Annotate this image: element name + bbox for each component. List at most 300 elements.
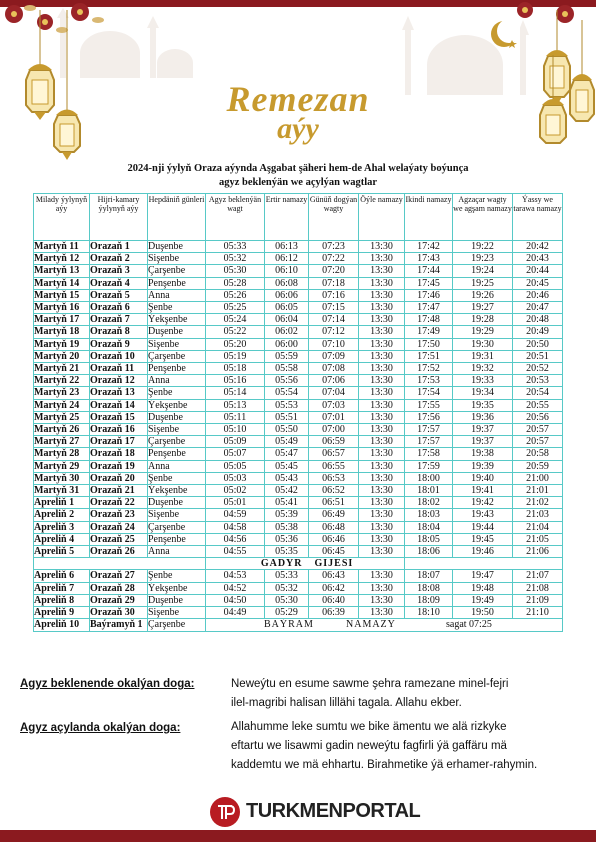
cell-fajr-start: 05:18 xyxy=(206,363,265,375)
cell-sunrise: 07:12 xyxy=(309,326,359,338)
cell-fajr-start: 04:49 xyxy=(206,607,265,619)
cell-day: Duşenbe xyxy=(148,241,206,253)
table-header-row xyxy=(34,194,563,241)
table-row xyxy=(34,411,563,423)
cell-date: Apreliň 10 xyxy=(34,619,90,631)
cell-yassy: 21:02 xyxy=(513,497,563,509)
cell-ertir: 05:49 xyxy=(265,436,309,448)
cell-date: Martyň 12 xyxy=(34,253,90,265)
table-row xyxy=(34,289,563,301)
cell-agsam: 19:38 xyxy=(453,448,513,460)
cell-fajr-start: 05:19 xyxy=(206,350,265,362)
cell-ikindi: 18:02 xyxy=(405,497,453,509)
cell-hijri: Orazaň 12 xyxy=(90,375,148,387)
cell-ikindi: 17:52 xyxy=(405,363,453,375)
table-row xyxy=(34,253,563,265)
cell-sunrise: 07:04 xyxy=(309,387,359,399)
cell-yassy: 20:45 xyxy=(513,277,563,289)
cell-fajr-start: 05:11 xyxy=(206,411,265,423)
cell-ertir: 05:47 xyxy=(265,448,309,460)
cell-sunrise: 06:55 xyxy=(309,460,359,472)
cell-yassy: 21:01 xyxy=(513,485,563,497)
cell-fajr-start: 05:05 xyxy=(206,460,265,472)
cell-date: Apreliň 1 xyxy=(34,497,90,509)
cell-oyle: 13:30 xyxy=(359,265,405,277)
table-row xyxy=(34,338,563,350)
col-header-ikindi: Ikindi namazy xyxy=(405,194,453,241)
bayram-label: BAÝRAM xyxy=(264,619,314,631)
cell-agsam: 19:22 xyxy=(453,241,513,253)
cell-day: Sişenbe xyxy=(148,509,206,521)
page-title-month: aýy xyxy=(277,112,319,145)
cell-yassy: 20:48 xyxy=(513,314,563,326)
cell-hijri: Orazaň 27 xyxy=(90,570,148,582)
cell-yassy: 21:08 xyxy=(513,582,563,594)
cell-hijri: Orazaň 4 xyxy=(90,277,148,289)
cell-date: Apreliň 9 xyxy=(34,607,90,619)
cell-day: Ýekşenbe xyxy=(148,485,206,497)
cell-yassy: 20:56 xyxy=(513,411,563,423)
cell-agsam: 19:50 xyxy=(453,607,513,619)
cell-sunrise: 06:51 xyxy=(309,497,359,509)
table-row xyxy=(34,326,563,338)
cell-sunrise: 06:45 xyxy=(309,546,359,558)
doga-acylanda-title: Agyz açylanda okalýan doga: xyxy=(20,722,181,734)
bayram-namazy-cell xyxy=(206,619,563,631)
cell-hijri: Orazaň 10 xyxy=(90,350,148,362)
cell-hijri: Orazaň 22 xyxy=(90,497,148,509)
col-header-milady: Milady ýylynyň aýy xyxy=(34,194,90,241)
cell-hijri: Orazaň 17 xyxy=(90,436,148,448)
cell-ikindi: 17:50 xyxy=(405,338,453,350)
cell-hijri: Orazaň 30 xyxy=(90,607,148,619)
cell-oyle: 13:30 xyxy=(359,314,405,326)
cell-sunrise: 07:08 xyxy=(309,363,359,375)
cell-ikindi: 17:42 xyxy=(405,241,453,253)
cell-ikindi: 17:45 xyxy=(405,277,453,289)
cell-yassy: 21:05 xyxy=(513,533,563,545)
cell-ikindi: 17:53 xyxy=(405,375,453,387)
table-row xyxy=(34,424,563,436)
table-row-bayram xyxy=(34,619,563,631)
table-row xyxy=(34,314,563,326)
cell-day: Çarşenbe xyxy=(148,265,206,277)
cell-ertir: 05:50 xyxy=(265,424,309,436)
cell-hijri: Orazaň 3 xyxy=(90,265,148,277)
cell-ikindi: 17:49 xyxy=(405,326,453,338)
cell-sunrise: 06:42 xyxy=(309,582,359,594)
cell-day: Çarşenbe xyxy=(148,436,206,448)
cell-fajr-start: 05:32 xyxy=(206,253,265,265)
cell-agsam: 19:28 xyxy=(453,314,513,326)
cell-ikindi: 18:06 xyxy=(405,546,453,558)
cell-fajr-start: 05:20 xyxy=(206,338,265,350)
table-row xyxy=(34,399,563,411)
cell-yassy: 21:10 xyxy=(513,607,563,619)
cell-agsam: 19:45 xyxy=(453,533,513,545)
cell-date: Apreliň 5 xyxy=(34,546,90,558)
gadyr-gijesi-row xyxy=(34,558,563,570)
cell-fajr-start: 05:16 xyxy=(206,375,265,387)
cell-oyle: 13:30 xyxy=(359,289,405,301)
cell-agsam: 19:43 xyxy=(453,509,513,521)
cell-day: Şenbe xyxy=(148,302,206,314)
cell-day: Penşenbe xyxy=(148,448,206,460)
cell-agsam: 19:33 xyxy=(453,375,513,387)
cell-ikindi: 18:08 xyxy=(405,582,453,594)
cell-fajr-start: 05:02 xyxy=(206,485,265,497)
cell-agsam: 19:46 xyxy=(453,546,513,558)
cell-date: Apreliň 4 xyxy=(34,533,90,545)
cell-agsam: 19:44 xyxy=(453,521,513,533)
cell-ertir: 05:45 xyxy=(265,460,309,472)
cell-hijri: Orazaň 26 xyxy=(90,546,148,558)
cell-oyle: 13:30 xyxy=(359,472,405,484)
cell-yassy: 20:54 xyxy=(513,387,563,399)
cell-sunrise: 07:00 xyxy=(309,424,359,436)
cell-ikindi: 18:09 xyxy=(405,594,453,606)
table-row xyxy=(34,375,563,387)
col-header-hijri: Hijri-kamary ýylynyň aýy xyxy=(90,194,148,241)
cell-sunrise: 06:57 xyxy=(309,448,359,460)
cell-sunrise: 07:23 xyxy=(309,241,359,253)
cell-sunrise: 07:14 xyxy=(309,314,359,326)
cell-ertir: 06:10 xyxy=(265,265,309,277)
table-row xyxy=(34,387,563,399)
cell-yassy: 20:58 xyxy=(513,448,563,460)
cell-oyle: 13:30 xyxy=(359,497,405,509)
cell-ikindi: 18:01 xyxy=(405,485,453,497)
cell-oyle: 13:30 xyxy=(359,448,405,460)
cell-date: Martyň 22 xyxy=(34,375,90,387)
cell-hijri: Orazaň 9 xyxy=(90,338,148,350)
cell-sunrise: 06:43 xyxy=(309,570,359,582)
cell-hijri: Orazaň 23 xyxy=(90,509,148,521)
cell-oyle: 13:30 xyxy=(359,509,405,521)
cell-yassy: 20:51 xyxy=(513,350,563,362)
cell-hijri: Orazaň 11 xyxy=(90,363,148,375)
cell-agsam: 19:42 xyxy=(453,497,513,509)
cell-ikindi: 17:47 xyxy=(405,302,453,314)
cell-ertir: 05:29 xyxy=(265,607,309,619)
cell-date: Martyň 21 xyxy=(34,363,90,375)
cell-fajr-start: 04:59 xyxy=(206,509,265,521)
cell-date: Apreliň 2 xyxy=(34,509,90,521)
cell-oyle: 13:30 xyxy=(359,546,405,558)
cell-ikindi: 17:48 xyxy=(405,314,453,326)
cell-oyle: 13:30 xyxy=(359,338,405,350)
cell-fajr-start: 04:52 xyxy=(206,582,265,594)
cell-yassy: 20:55 xyxy=(513,399,563,411)
cell-date: Apreliň 3 xyxy=(34,521,90,533)
cell-yassy: 21:04 xyxy=(513,521,563,533)
cell-ikindi: 17:58 xyxy=(405,448,453,460)
cell-fajr-start: 05:26 xyxy=(206,289,265,301)
col-header-sunrise: Günüň dogýan wagty xyxy=(309,194,359,241)
cell-yassy: 20:52 xyxy=(513,363,563,375)
cell-hijri: Orazaň 7 xyxy=(90,314,148,326)
cell-day: Penşenbe xyxy=(148,363,206,375)
cell-fajr-start: 04:55 xyxy=(206,546,265,558)
table-row xyxy=(34,363,563,375)
cell-ertir: 05:39 xyxy=(265,509,309,521)
cell-hijri: Orazaň 5 xyxy=(90,289,148,301)
cell-fajr-start: 05:03 xyxy=(206,472,265,484)
cell-yassy: 20:44 xyxy=(513,265,563,277)
cell-day: Sişenbe xyxy=(148,338,206,350)
prayer-times-table xyxy=(33,193,563,632)
cell-oyle: 13:30 xyxy=(359,485,405,497)
cell-hijri: Baýramyň 1 xyxy=(90,619,148,631)
cell-agsam: 19:37 xyxy=(453,424,513,436)
cell-ikindi: 18:07 xyxy=(405,570,453,582)
cell-date: Martyň 27 xyxy=(34,436,90,448)
cell-hijri: Orazaň 21 xyxy=(90,485,148,497)
cell-agsam: 19:37 xyxy=(453,436,513,448)
cell-day: Anna xyxy=(148,460,206,472)
cell-ikindi: 17:56 xyxy=(405,411,453,423)
cell-oyle: 13:30 xyxy=(359,570,405,582)
cell-day: Anna xyxy=(148,289,206,301)
cell-date: Apreliň 7 xyxy=(34,582,90,594)
table-row xyxy=(34,509,563,521)
cell-ertir: 05:38 xyxy=(265,521,309,533)
col-header-fajr-start: Agyz beklenýän wagt xyxy=(206,194,265,241)
cell-yassy: 21:09 xyxy=(513,594,563,606)
cell-fajr-start: 05:10 xyxy=(206,424,265,436)
cell-fajr-start: 05:13 xyxy=(206,399,265,411)
cell-day: Şenbe xyxy=(148,472,206,484)
cell-agsam: 19:26 xyxy=(453,289,513,301)
cell-yassy: 21:06 xyxy=(513,546,563,558)
cell-hijri: Orazaň 1 xyxy=(90,241,148,253)
logo-mark-icon xyxy=(210,797,240,827)
cell-day: Sişenbe xyxy=(148,607,206,619)
cell-sunrise: 07:16 xyxy=(309,289,359,301)
cell-agsam: 19:49 xyxy=(453,594,513,606)
cell-yassy: 20:57 xyxy=(513,436,563,448)
cell-ikindi: 17:59 xyxy=(405,460,453,472)
cell-hijri: Orazaň 25 xyxy=(90,533,148,545)
sagat-label: sagat 07:25 xyxy=(446,619,492,631)
cell-agsam: 19:35 xyxy=(453,399,513,411)
cell-oyle: 13:30 xyxy=(359,460,405,472)
cell-ikindi: 17:51 xyxy=(405,350,453,362)
cell-ertir: 05:54 xyxy=(265,387,309,399)
cell-sunrise: 07:03 xyxy=(309,399,359,411)
cell-ertir: 05:35 xyxy=(265,546,309,558)
table-row xyxy=(34,533,563,545)
cell-yassy: 21:00 xyxy=(513,472,563,484)
cell-yassy: 21:03 xyxy=(513,509,563,521)
cell-date: Martyň 17 xyxy=(34,314,90,326)
table-row xyxy=(34,521,563,533)
cell-yassy: 20:53 xyxy=(513,375,563,387)
cell-fajr-start: 05:01 xyxy=(206,497,265,509)
cell-date: Apreliň 8 xyxy=(34,594,90,606)
table-row xyxy=(34,607,563,619)
cell-ertir: 05:36 xyxy=(265,533,309,545)
table-row xyxy=(34,472,563,484)
cell-hijri: Orazaň 24 xyxy=(90,521,148,533)
cell-hijri: Orazaň 28 xyxy=(90,582,148,594)
cell-ikindi: 18:10 xyxy=(405,607,453,619)
cell-date: Martyň 26 xyxy=(34,424,90,436)
cell-date: Martyň 16 xyxy=(34,302,90,314)
doga-line: ilel-magribi halisan lillähi tagala. Allahu ekber. xyxy=(231,697,462,709)
cell-date: Martyň 25 xyxy=(34,411,90,423)
cell-oyle: 13:30 xyxy=(359,241,405,253)
cell-oyle: 13:30 xyxy=(359,436,405,448)
doga-line: eftartu we lisawmi gadin neweýtu fagfirli ýä gaffäru mä xyxy=(231,740,507,752)
cell-agsam: 19:27 xyxy=(453,302,513,314)
cell-yassy: 20:57 xyxy=(513,424,563,436)
cell-day: Duşenbe xyxy=(148,326,206,338)
cell-yassy: 20:42 xyxy=(513,241,563,253)
cell-ikindi: 17:46 xyxy=(405,289,453,301)
table-row xyxy=(34,350,563,362)
cell-hijri: Orazaň 16 xyxy=(90,424,148,436)
cell-oyle: 13:30 xyxy=(359,326,405,338)
cell-fajr-start: 05:28 xyxy=(206,277,265,289)
table-row xyxy=(34,460,563,472)
cell-ikindi: 17:43 xyxy=(405,253,453,265)
cell-date: Martyň 11 xyxy=(34,241,90,253)
cell-day: Şenbe xyxy=(148,570,206,582)
cell-agsam: 19:32 xyxy=(453,363,513,375)
cell-date: Martyň 24 xyxy=(34,399,90,411)
cell-day: Ýekşenbe xyxy=(148,314,206,326)
cell-date: Martyň 19 xyxy=(34,338,90,350)
cell-ertir: 06:04 xyxy=(265,314,309,326)
cell-oyle: 13:30 xyxy=(359,253,405,265)
cell-agsam: 19:30 xyxy=(453,338,513,350)
cell-hijri: Orazaň 20 xyxy=(90,472,148,484)
col-header-ertir: Ertir namazy xyxy=(265,194,309,241)
cell-oyle: 13:30 xyxy=(359,582,405,594)
cell-yassy: 20:50 xyxy=(513,338,563,350)
cell-sunrise: 06:46 xyxy=(309,533,359,545)
table-row xyxy=(34,302,563,314)
cell-agsam: 19:47 xyxy=(453,570,513,582)
cell-hijri: Orazaň 13 xyxy=(90,387,148,399)
cell-oyle: 13:30 xyxy=(359,350,405,362)
cell-sunrise: 07:10 xyxy=(309,338,359,350)
table-row xyxy=(34,582,563,594)
doga-line: Allahumme leke sumtu we bike ämentu we alä rizkyke xyxy=(231,721,507,733)
cell-ertir: 05:53 xyxy=(265,399,309,411)
cell-ertir: 05:56 xyxy=(265,375,309,387)
crescent-moon-icon xyxy=(488,18,520,50)
cell-hijri: Orazaň 2 xyxy=(90,253,148,265)
table-row xyxy=(34,497,563,509)
cell-ertir: 06:12 xyxy=(265,253,309,265)
cell-yassy: 20:43 xyxy=(513,253,563,265)
cell-fajr-start: 05:25 xyxy=(206,302,265,314)
cell-date: Martyň 23 xyxy=(34,387,90,399)
cell-day: Sişenbe xyxy=(148,253,206,265)
cell-yassy: 20:46 xyxy=(513,289,563,301)
cell-sunrise: 06:52 xyxy=(309,485,359,497)
cell-hijri: Orazaň 14 xyxy=(90,399,148,411)
cell-sunrise: 07:18 xyxy=(309,277,359,289)
cell-oyle: 13:30 xyxy=(359,387,405,399)
cell-ertir: 05:41 xyxy=(265,497,309,509)
col-header-agsam: Agzaçar wagty we agşam namazy xyxy=(453,194,513,241)
cell-ertir: 06:00 xyxy=(265,338,309,350)
cell-day: Duşenbe xyxy=(148,497,206,509)
cell-sunrise: 07:09 xyxy=(309,350,359,362)
doga-beklenende-text xyxy=(231,675,508,713)
cell-fajr-start: 05:09 xyxy=(206,436,265,448)
cell-date: Apreliň 6 xyxy=(34,570,90,582)
cell-fajr-start: 04:58 xyxy=(206,521,265,533)
doga-line: kaddemtu we mä ehhartu. Birahmetike ýä erhamer-rahymin. xyxy=(231,759,538,771)
cell-fajr-start: 05:24 xyxy=(206,314,265,326)
cell-day: Çarşenbe xyxy=(148,521,206,533)
cell-ikindi: 18:00 xyxy=(405,472,453,484)
cell-day: Sişenbe xyxy=(148,424,206,436)
col-header-oyle: Öýle namazy xyxy=(359,194,405,241)
col-header-yassy: Ýassy we tarawa namazy xyxy=(513,194,563,241)
cell-fajr-start: 04:53 xyxy=(206,570,265,582)
cell-day: Anna xyxy=(148,375,206,387)
cell-fajr-start: 05:07 xyxy=(206,448,265,460)
subtitle-line-1: 2024-nji ýylyň Oraza aýynda Aşgabat şäheri hem-de Ahal welaýaty boýunça xyxy=(127,163,469,174)
cell-ertir: 06:02 xyxy=(265,326,309,338)
cell-day: Anna xyxy=(148,546,206,558)
cell-hijri: Orazaň 6 xyxy=(90,302,148,314)
cell-sunrise: 07:06 xyxy=(309,375,359,387)
cell-yassy: 21:07 xyxy=(513,570,563,582)
cell-sunrise: 07:22 xyxy=(309,253,359,265)
cell-oyle: 13:30 xyxy=(359,533,405,545)
cell-ikindi: 18:03 xyxy=(405,509,453,521)
cell-agsam: 19:36 xyxy=(453,411,513,423)
cell-agsam: 19:25 xyxy=(453,277,513,289)
cell-fajr-start: 05:33 xyxy=(206,241,265,253)
cell-ertir: 06:05 xyxy=(265,302,309,314)
cell-agsam: 19:39 xyxy=(453,460,513,472)
bottom-band xyxy=(0,830,596,842)
cell-yassy: 20:59 xyxy=(513,460,563,472)
page-title: Remezan xyxy=(226,79,370,119)
cell-agsam: 19:40 xyxy=(453,472,513,484)
cell-ertir: 06:08 xyxy=(265,277,309,289)
cell-ikindi: 17:57 xyxy=(405,436,453,448)
cell-agsam: 19:34 xyxy=(453,387,513,399)
cell-sunrise: 06:48 xyxy=(309,521,359,533)
cell-ertir: 05:59 xyxy=(265,350,309,362)
cell-yassy: 20:47 xyxy=(513,302,563,314)
cell-ertir: 05:43 xyxy=(265,472,309,484)
cell-oyle: 13:30 xyxy=(359,594,405,606)
cell-day: Çarşenbe xyxy=(148,619,206,631)
cell-date: Martyň 30 xyxy=(34,472,90,484)
cell-sunrise: 07:15 xyxy=(309,302,359,314)
doga-beklenende-title: Agyz beklenende okalýan doga: xyxy=(20,678,195,690)
cell-oyle: 13:30 xyxy=(359,607,405,619)
cell-ikindi: 17:44 xyxy=(405,265,453,277)
table-row xyxy=(34,570,563,582)
cell-sunrise: 07:20 xyxy=(309,265,359,277)
cell-sunrise: 06:40 xyxy=(309,594,359,606)
table-row xyxy=(34,546,563,558)
cell-hijri: Orazaň 18 xyxy=(90,448,148,460)
table-row xyxy=(34,277,563,289)
gadyr-label: GADYR xyxy=(206,558,309,570)
cell-ikindi: 17:55 xyxy=(405,399,453,411)
